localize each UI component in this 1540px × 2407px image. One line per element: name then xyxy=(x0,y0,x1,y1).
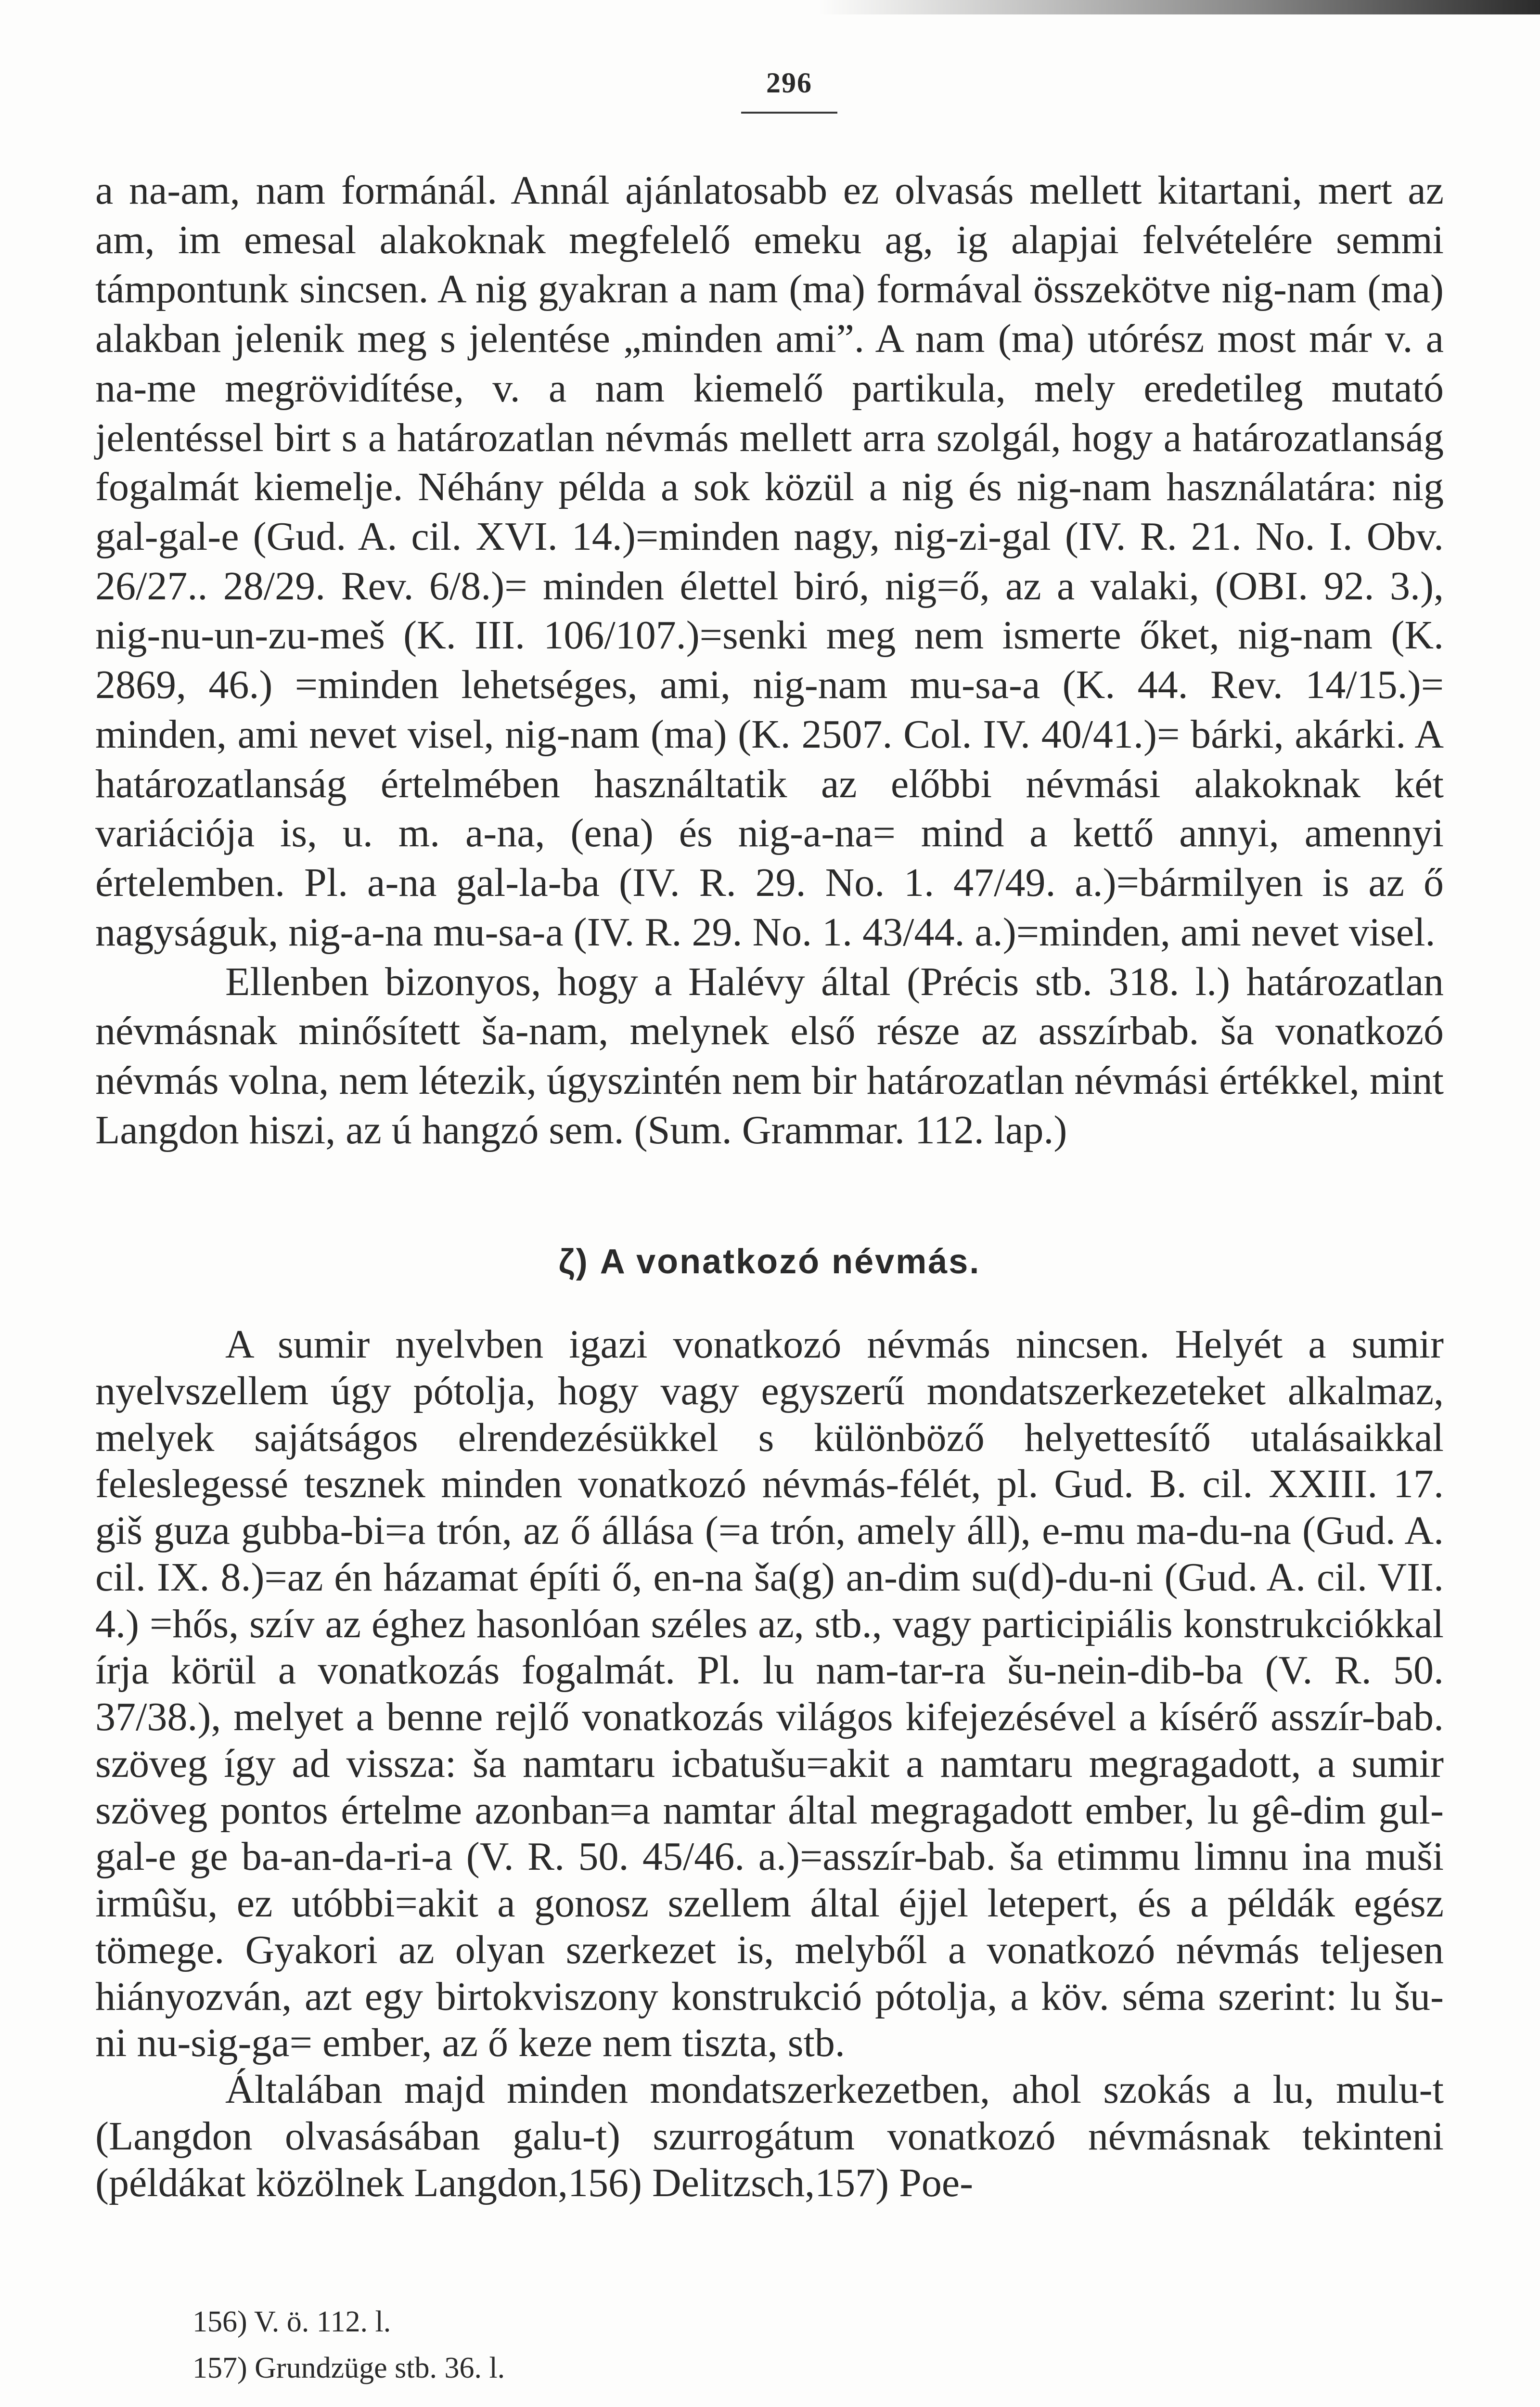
paragraph: a na-am, nam formánál. Annál ajánlatosabb ez olvasás mellett kitartani, mert az am, im emesal alakoknak megfelelő emeku ag, ig alapjai felvételére semmi támpontunk sincsen. A nig gyakran a nam (ma) formával összekötve nig-nam (ma) alakban jelenik meg s jelentése „minden ami”. A nam (ma) utórész most már v. a na-me megrövidítése, v. a nam kiemelő partikula, mely eredetileg mutató jelentéssel birt s a határozatlan névmás mellett arra szolgál, hogy a határozatlanság fogalmát kiemelje. Néhány példa a sok közül a nig és nig-nam használatára: nig gal-gal-e (Gud. A. cil. XVI. 14.)=minden nagy, nig-zi-gal (IV. R. 21. No. I. Obv. 26/27.. 28/29. Rev. 6/8.)= minden élettel biró, nig=ő, az a valaki, (OBI. 92. 3.), nig-nu-un-zu-meš (K. III. 106/107.)=senki meg nem ismerte őket, nig-nam (K. 2869, 46.) =minden lehetséges, ami, nig-nam mu-sa-a (K. 44. Rev. 14/15.)= minden, ami nevet visel, nig-nam (ma) (K. 2507. Col. IV. 40/41.)= bárki, akárki. A határozatlanság értelmében használtatik az előbbi névmási alakoknak két variációja is, u. m. a-na, (ena) és nig-a-na= mind a kettő annyi, amennyi értelemben. Pl. a-na gal-la-ba (IV. R. 29. No. 1. 47/49. a.)=bármilyen is az ő nagyságuk, nig-a-na mu-sa-a (IV. R. 29. No. 1. 43/44. a.)=minden, ami nevet visel. xyxy=(95,168,1444,955)
paragraph: Általában majd minden mondatszerkezetben, ahol szokás a lu, mulu-t (Langdon olvasásában galu-t) szurrogátum vonatkozó névmásnak tekinteni (példákat közölnek Langdon,156) Delitzsch,157) Poe- xyxy=(95,2067,1444,2205)
paragraph: A sumir nyelvben igazi vonatkozó névmás nincsen. Helyét a sumir nyelvszellem úgy pótolja, hogy vagy egyszerű mondatszerkezeteket alkalmaz, melyek sajátságos elrendezésükkel s különböző helyettesítő utalásaikkal feleslegessé tesznek minden vonatkozó névmás-félét, pl. Gud. B. cil. XXIII. 17. giš guza gubba-bi=a trón, az ő állása (=a trón, amely áll), e-mu ma-du-na (Gud. A. cil. IX. 8.)=az én házamat építi ő, en-na ša(g) an-dim su(d)-du-ni (Gud. A. cil. VII. 4.) =hős, szív az éghez hasonlóan széles az, stb., vagy participiális konstrukciókkal írja körül a vonatkozás fogalmát. Pl. lu nam-tar-ra šu-nein-dib-ba (V. R. 50. 37/38.), melyet a benne rejlő vonatkozás világos kifejezésével a kísérő asszír-bab. szöveg így ad vissza: ša namtaru icbatušu=akit a namtaru megragadott, a sumir szöveg pontos értelme azonban=a namtar által megragadott ember, lu gê-dim gul-gal-e ge ba-an-da-ri-a (V. R. 50. 45/46. a.)=asszír-bab. ša etimmu limnu ina muši irmûšu, ez utóbbi=akit a gonosz szellem által éjjel letepert, és a példák egész tömege. Gyakori az olyan szerkezet is, melyből a vonatkozó névmás teljesen hiányozván, azt egy birtokviszony konstrukció pótolja, a köv. séma szerint: lu šu-ni nu-sig-ga= ember, az ő keze nem tiszta, stb. xyxy=(95,1322,1444,2066)
footnote-156: 156) V. ö. 112. l. xyxy=(192,2305,391,2338)
section-heading: ζ) A vonatkozó névmás. xyxy=(558,1242,981,1281)
footnote-157: 157) Grundzüge stb. 36. l. xyxy=(192,2352,505,2385)
section-relative-pronoun-text xyxy=(95,1321,1444,2207)
footnotes xyxy=(192,2299,1348,2391)
page-number-underline xyxy=(741,112,837,114)
page-number: 296 xyxy=(766,67,812,99)
scan-edge-shadow xyxy=(818,0,1540,14)
paragraph: Ellenben bizonyos, hogy a Halévy által (Précis stb. 318. l.) határozatlan névmásnak minősített ša-nam, melynek első része az asszírbab. ša vonatkozó névmás volna, nem létezik, úgyszintén nem bir határozatlan névmási értékkel, mint Langdon hiszi, az ú hangzó sem. (Sum. Grammar. 112. lap.) xyxy=(95,959,1444,1152)
section-indefinite-pronoun-text xyxy=(95,166,1444,1155)
